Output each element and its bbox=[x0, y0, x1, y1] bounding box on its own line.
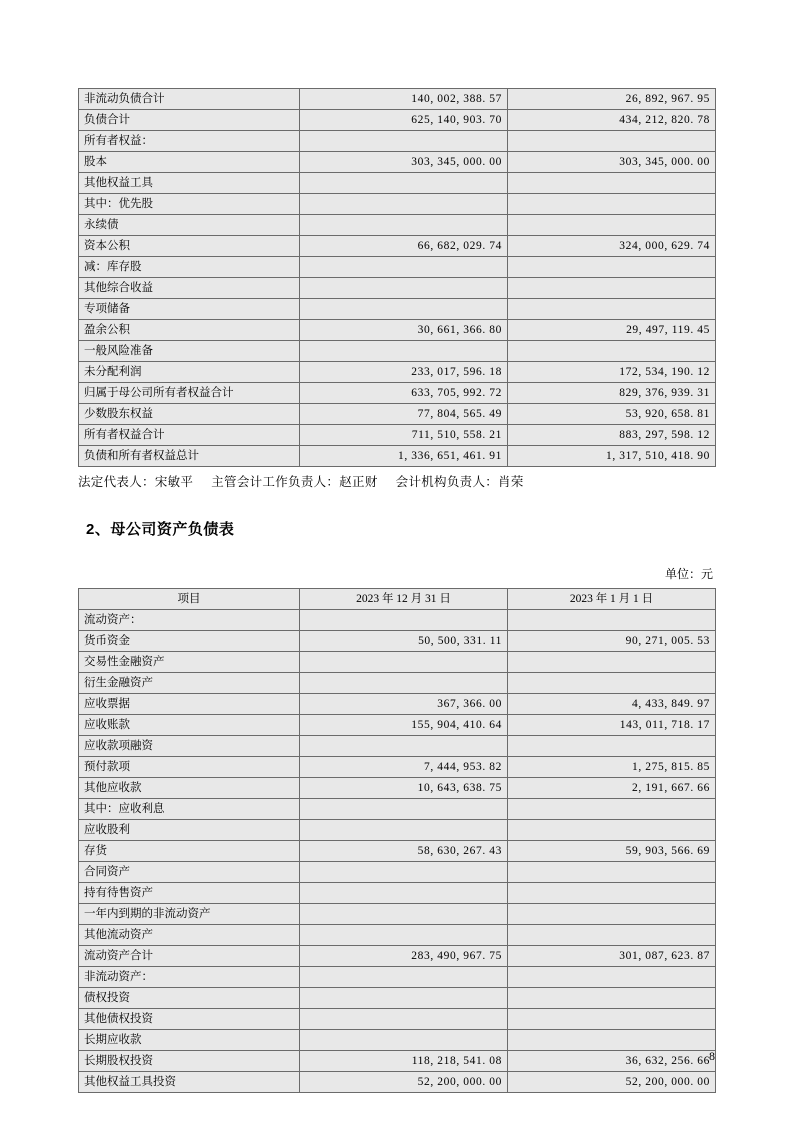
row-value-period1 bbox=[300, 278, 508, 299]
row-value-period1: 303, 345, 000. 00 bbox=[300, 152, 508, 173]
table1-body bbox=[79, 89, 716, 467]
parent-balance-sheet-table bbox=[78, 588, 716, 1093]
accounting-head-name: 赵正财 bbox=[339, 475, 378, 489]
row-label: 未分配利润 bbox=[79, 362, 300, 383]
row-value-period1 bbox=[300, 967, 508, 988]
table-row bbox=[79, 236, 716, 257]
legal-rep-label: 法定代表人： bbox=[78, 475, 155, 489]
row-value-period1: 233, 017, 596. 18 bbox=[300, 362, 508, 383]
row-label: 其中：应收利息 bbox=[79, 799, 300, 820]
column-header-1: 项目 bbox=[79, 589, 300, 610]
table-row bbox=[79, 152, 716, 173]
row-label: 持有待售资产 bbox=[79, 883, 300, 904]
table-row bbox=[79, 925, 716, 946]
column-header-2: 2023 年 12 月 31 日 bbox=[300, 589, 508, 610]
table-row bbox=[79, 320, 716, 341]
legal-rep-name: 宋敏平 bbox=[154, 475, 194, 489]
table-row bbox=[79, 173, 716, 194]
table-row bbox=[79, 631, 716, 652]
row-value-period1 bbox=[300, 299, 508, 320]
accounting-org-label: 会计机构负责人： bbox=[395, 475, 499, 489]
row-value-period2: 303, 345, 000. 00 bbox=[508, 152, 716, 173]
row-label: 负债合计 bbox=[79, 110, 300, 131]
row-label: 其中：优先股 bbox=[79, 194, 300, 215]
row-value-period1 bbox=[300, 673, 508, 694]
row-value-period1 bbox=[300, 652, 508, 673]
row-label: 预付款项 bbox=[79, 757, 300, 778]
row-value-period1 bbox=[300, 131, 508, 152]
row-label: 一年内到期的非流动资产 bbox=[79, 904, 300, 925]
row-label: 应收款项融资 bbox=[79, 736, 300, 757]
row-label: 减：库存股 bbox=[79, 257, 300, 278]
accounting-org-name: 肖荣 bbox=[498, 475, 524, 489]
row-value-period1: 50, 500, 331. 11 bbox=[300, 631, 508, 652]
table-row bbox=[79, 757, 716, 778]
row-label: 合同资产 bbox=[79, 862, 300, 883]
row-value-period2: 172, 534, 190. 12 bbox=[508, 362, 716, 383]
table-row bbox=[79, 820, 716, 841]
row-value-period1: 1, 336, 651, 461. 91 bbox=[300, 446, 508, 467]
row-value-period1: 367, 366. 00 bbox=[300, 694, 508, 715]
row-label: 其他权益工具 bbox=[79, 173, 300, 194]
row-label: 存货 bbox=[79, 841, 300, 862]
row-value-period1: 140, 002, 388. 57 bbox=[300, 89, 508, 110]
row-label: 流动资产合计 bbox=[79, 946, 300, 967]
row-label: 股本 bbox=[79, 152, 300, 173]
row-value-period1 bbox=[300, 988, 508, 1009]
row-label: 所有者权益： bbox=[79, 131, 300, 152]
row-value-period1: 633, 705, 992. 72 bbox=[300, 383, 508, 404]
row-value-period2: 53, 920, 658. 81 bbox=[508, 404, 716, 425]
row-label: 其他权益工具投资 bbox=[79, 1072, 300, 1093]
row-label: 其他应收款 bbox=[79, 778, 300, 799]
row-value-period2 bbox=[508, 299, 716, 320]
row-value-period2 bbox=[508, 610, 716, 631]
row-value-period2: 143, 011, 718. 17 bbox=[508, 715, 716, 736]
table-row bbox=[79, 131, 716, 152]
table-row bbox=[79, 89, 716, 110]
row-label: 衍生金融资产 bbox=[79, 673, 300, 694]
row-label: 少数股东权益 bbox=[79, 404, 300, 425]
row-value-period2 bbox=[508, 736, 716, 757]
row-value-period2 bbox=[508, 257, 716, 278]
row-label: 专项储备 bbox=[79, 299, 300, 320]
row-label: 其他债权投资 bbox=[79, 1009, 300, 1030]
table-row bbox=[79, 1009, 716, 1030]
table-row bbox=[79, 215, 716, 236]
row-value-period2: 90, 271, 005. 53 bbox=[508, 631, 716, 652]
row-value-period1: 118, 218, 541. 08 bbox=[300, 1051, 508, 1072]
row-value-period2 bbox=[508, 215, 716, 236]
row-value-period1: 66, 682, 029. 74 bbox=[300, 236, 508, 257]
table-row bbox=[79, 673, 716, 694]
row-value-period1: 711, 510, 558. 21 bbox=[300, 425, 508, 446]
row-value-period1: 625, 140, 903. 70 bbox=[300, 110, 508, 131]
table-row bbox=[79, 736, 716, 757]
table-row bbox=[79, 1030, 716, 1051]
table-row bbox=[79, 715, 716, 736]
row-value-period2: 52, 200, 000. 00 bbox=[508, 1072, 716, 1093]
row-value-period1: 52, 200, 000. 00 bbox=[300, 1072, 508, 1093]
table-row bbox=[79, 883, 716, 904]
row-label: 长期股权投资 bbox=[79, 1051, 300, 1072]
table-row bbox=[79, 362, 716, 383]
row-value-period2: 36, 632, 256. 66 bbox=[508, 1051, 716, 1072]
row-value-period1 bbox=[300, 173, 508, 194]
row-value-period2 bbox=[508, 925, 716, 946]
row-value-period2: 29, 497, 119. 45 bbox=[508, 320, 716, 341]
table-row bbox=[79, 404, 716, 425]
row-value-period2 bbox=[508, 988, 716, 1009]
row-value-period2 bbox=[508, 904, 716, 925]
row-value-period2 bbox=[508, 131, 716, 152]
row-label: 交易性金融资产 bbox=[79, 652, 300, 673]
row-label: 非流动资产： bbox=[79, 967, 300, 988]
row-value-period2 bbox=[508, 173, 716, 194]
table-row bbox=[79, 446, 716, 467]
row-value-period1: 10, 643, 638. 75 bbox=[300, 778, 508, 799]
row-value-period2 bbox=[508, 862, 716, 883]
row-label: 永续债 bbox=[79, 215, 300, 236]
row-value-period1 bbox=[300, 799, 508, 820]
row-value-period1 bbox=[300, 341, 508, 362]
row-label: 应收账款 bbox=[79, 715, 300, 736]
row-value-period1: 77, 804, 565. 49 bbox=[300, 404, 508, 425]
row-value-period1 bbox=[300, 1030, 508, 1051]
table-header-row bbox=[79, 589, 716, 610]
row-value-period2: 324, 000, 629. 74 bbox=[508, 236, 716, 257]
row-value-period1 bbox=[300, 610, 508, 631]
row-value-period1: 58, 630, 267. 43 bbox=[300, 841, 508, 862]
row-value-period1: 7, 444, 953. 82 bbox=[300, 757, 508, 778]
table-row bbox=[79, 694, 716, 715]
row-value-period2: 2, 191, 667. 66 bbox=[508, 778, 716, 799]
row-value-period1 bbox=[300, 257, 508, 278]
table-row bbox=[79, 1072, 716, 1093]
row-value-period2: 434, 212, 820. 78 bbox=[508, 110, 716, 131]
table-row bbox=[79, 862, 716, 883]
row-value-period2: 301, 087, 623. 87 bbox=[508, 946, 716, 967]
table-row bbox=[79, 799, 716, 820]
row-label: 应收票据 bbox=[79, 694, 300, 715]
column-header-3: 2023 年 1 月 1 日 bbox=[508, 589, 716, 610]
row-value-period2 bbox=[508, 1009, 716, 1030]
row-value-period1 bbox=[300, 904, 508, 925]
table2-body bbox=[79, 589, 716, 1093]
row-value-period2: 59, 903, 566. 69 bbox=[508, 841, 716, 862]
row-value-period2 bbox=[508, 278, 716, 299]
row-value-period2 bbox=[508, 652, 716, 673]
row-value-period1 bbox=[300, 194, 508, 215]
page-number: 8 bbox=[709, 1049, 715, 1063]
row-value-period2: 26, 892, 967. 95 bbox=[508, 89, 716, 110]
row-label: 盈余公积 bbox=[79, 320, 300, 341]
accounting-head-label: 主管会计工作负责人： bbox=[211, 475, 340, 489]
row-value-period2 bbox=[508, 883, 716, 904]
row-value-period1: 283, 490, 967. 75 bbox=[300, 946, 508, 967]
row-value-period2 bbox=[508, 1030, 716, 1051]
row-value-period1 bbox=[300, 925, 508, 946]
row-value-period1: 155, 904, 410. 64 bbox=[300, 715, 508, 736]
row-value-period2 bbox=[508, 341, 716, 362]
row-label: 其他流动资产 bbox=[79, 925, 300, 946]
table-row bbox=[79, 299, 716, 320]
row-value-period1 bbox=[300, 862, 508, 883]
row-label: 资本公积 bbox=[79, 236, 300, 257]
row-value-period1: 30, 661, 366. 80 bbox=[300, 320, 508, 341]
row-label: 所有者权益合计 bbox=[79, 425, 300, 446]
row-value-period1 bbox=[300, 1009, 508, 1030]
table-row bbox=[79, 1051, 716, 1072]
row-value-period2: 829, 376, 939. 31 bbox=[508, 383, 716, 404]
row-label: 货币资金 bbox=[79, 631, 300, 652]
row-label: 长期应收款 bbox=[79, 1030, 300, 1051]
row-value-period1 bbox=[300, 820, 508, 841]
row-value-period1 bbox=[300, 883, 508, 904]
table-row bbox=[79, 967, 716, 988]
table-row bbox=[79, 841, 716, 862]
row-value-period2: 883, 297, 598. 12 bbox=[508, 425, 716, 446]
row-value-period2: 4, 433, 849. 97 bbox=[508, 694, 716, 715]
row-value-period2 bbox=[508, 799, 716, 820]
table-row bbox=[79, 610, 716, 631]
consolidated-balance-sheet-table bbox=[78, 88, 716, 467]
row-label: 负债和所有者权益总计 bbox=[79, 446, 300, 467]
table-row bbox=[79, 988, 716, 1009]
unit-label: 单位：元 bbox=[664, 567, 713, 581]
row-value-period2 bbox=[508, 967, 716, 988]
table-row bbox=[79, 341, 716, 362]
signature-line bbox=[78, 472, 715, 490]
row-label: 应收股利 bbox=[79, 820, 300, 841]
row-value-period2: 1, 317, 510, 418. 90 bbox=[508, 446, 716, 467]
row-value-period2 bbox=[508, 194, 716, 215]
row-value-period1 bbox=[300, 215, 508, 236]
table-row bbox=[79, 652, 716, 673]
table-row bbox=[79, 194, 716, 215]
row-value-period1 bbox=[300, 736, 508, 757]
row-value-period2: 1, 275, 815. 85 bbox=[508, 757, 716, 778]
row-label: 债权投资 bbox=[79, 988, 300, 1009]
table-row bbox=[79, 904, 716, 925]
row-label: 流动资产： bbox=[79, 610, 300, 631]
table-row bbox=[79, 383, 716, 404]
table-row bbox=[79, 425, 716, 446]
row-label: 其他综合收益 bbox=[79, 278, 300, 299]
table-row bbox=[79, 110, 716, 131]
row-label: 一般风险准备 bbox=[79, 341, 300, 362]
table-row bbox=[79, 257, 716, 278]
row-label: 归属于母公司所有者权益合计 bbox=[79, 383, 300, 404]
table-row bbox=[79, 278, 716, 299]
section-title-parent-balance-sheet: 2、母公司资产负债表 bbox=[86, 521, 235, 538]
row-label: 非流动负债合计 bbox=[79, 89, 300, 110]
row-value-period2 bbox=[508, 673, 716, 694]
table-row bbox=[79, 946, 716, 967]
table-row bbox=[79, 778, 716, 799]
row-value-period2 bbox=[508, 820, 716, 841]
